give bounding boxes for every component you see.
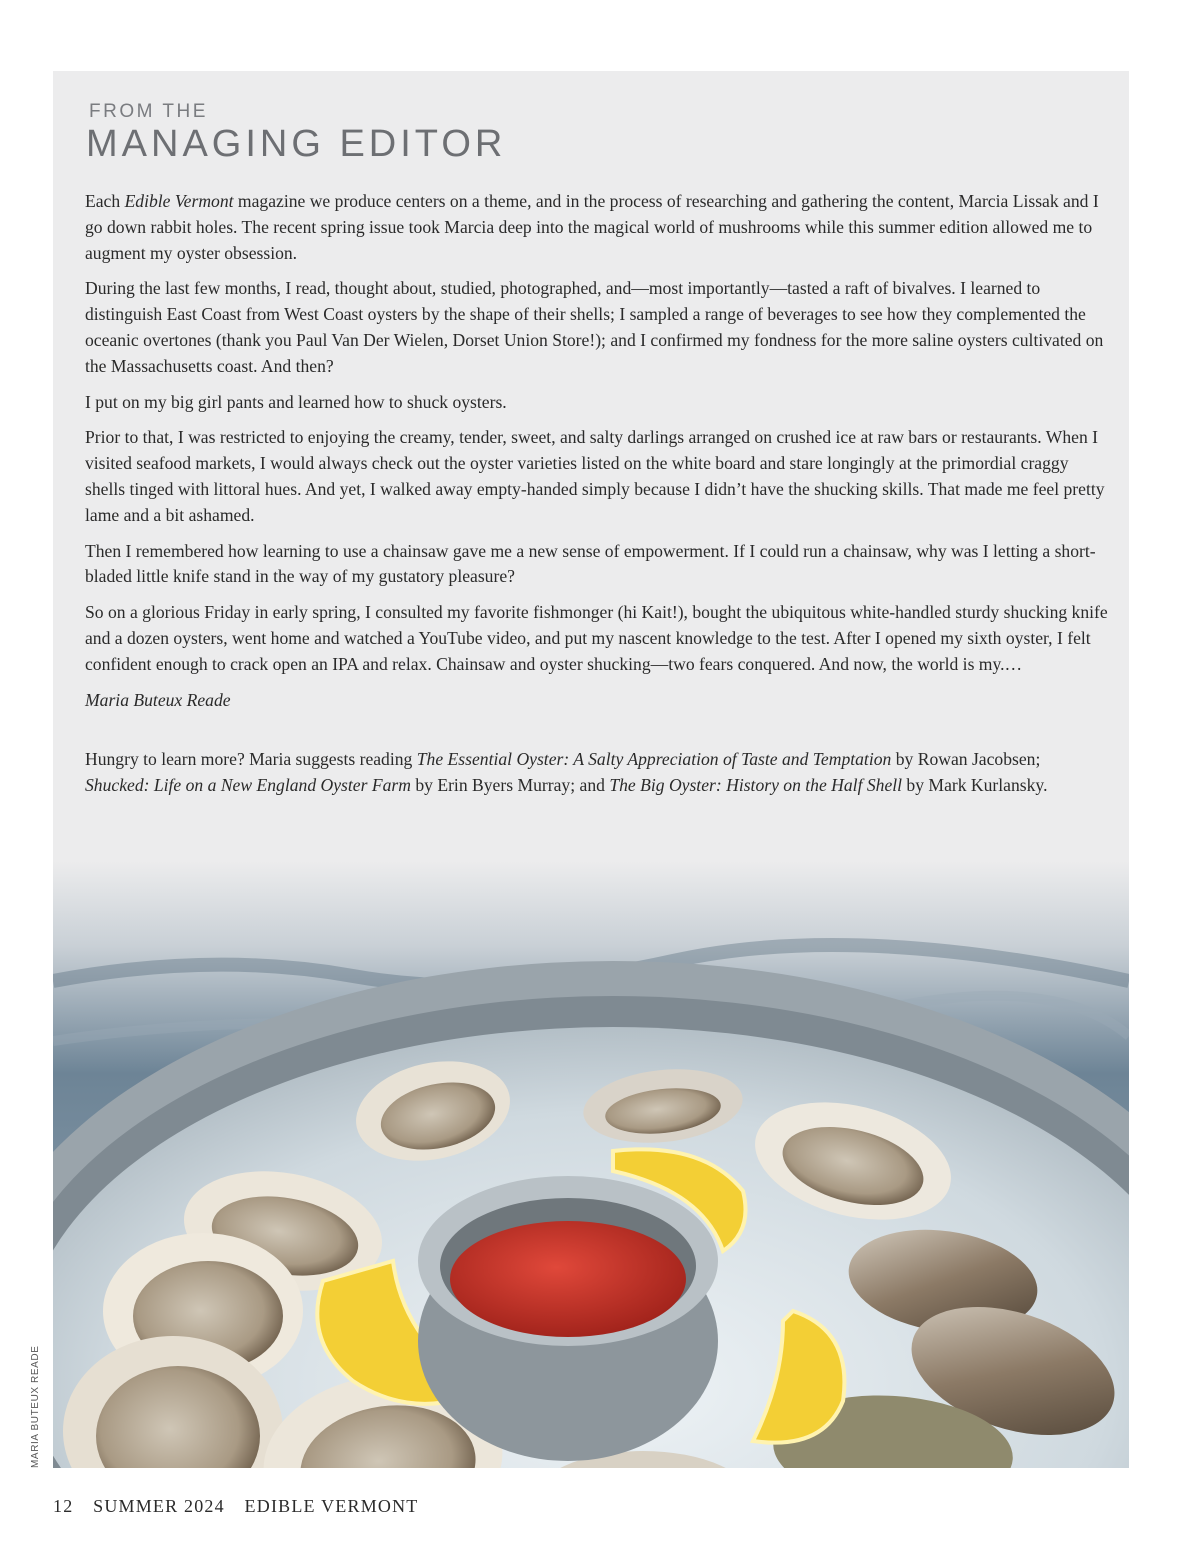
section-kicker: FROM THE xyxy=(89,101,208,122)
issue-label: SUMMER 2024 xyxy=(93,1496,225,1516)
publication-name: EDIBLE VERMONT xyxy=(244,1496,419,1516)
paragraph-prior: Prior to that, I was restricted to enjoying the creamy, tender, sweet, and salty darlings arranged on crushed ice at raw bars or restaurants. When I visited seafood markets, I would always check out the oyster varieties listed on the white board and stare longingly at the primordial craggy shells tinged with littoral hues. And yet, I walked away empty-handed simply because I didn’t have the shucking skills. That made me feel pretty lame and a bit ashamed. xyxy=(85,427,1105,525)
paragraph-shuck: I put on my big girl pants and learned how to shuck oysters. xyxy=(85,391,507,412)
paragraph-intro xyxy=(85,189,1109,266)
page-footer xyxy=(53,1496,433,1517)
text-run: by Rowan Jacobsen; xyxy=(891,749,1041,770)
article-body xyxy=(85,189,1109,809)
paragraph-friday: So on a glorious Friday in early spring, I consulted my favorite fishmonger (hi Kait!), bought the ubiquitous white-handled sturdy shucking knife and a dozen oysters, went home and watched a YouTube video, and put my nascent knowledge to the test. After I opened my sixth oyster, I felt confident enough to crack open an IPA and relax. Chainsaw and oyster shucking—two fears conquered. And now, the world is my.… xyxy=(85,602,1108,674)
italic-title: The Big Oyster: History on the Half Shell xyxy=(609,775,903,796)
author-signature: Maria Buteux Reade xyxy=(85,689,231,710)
italic-title: Edible Vermont xyxy=(124,191,234,211)
paragraph-bivalves: During the last few months, I read, thought about, studied, photographed, and—most importantly—tasted a raft of bivalves. I learned to distinguish East Coast from West Coast oysters by the shape of their shells; I sampled a range of beverages to see how they complemented the oceanic overtones (thank you Paul Van Der Wielen, Dorset Union Store!); and I confirmed my fondness for the more saline oysters cultivated on the Massachusetts coast. And then? xyxy=(85,278,1104,376)
text-run: by Erin Byers Murray; and xyxy=(410,775,610,796)
text-run: by Mark Kurlansky. xyxy=(902,775,1048,796)
page-number: 12 xyxy=(53,1496,74,1516)
reading-suggestions xyxy=(85,747,1109,799)
text-run: Hungry to learn more? Maria suggests reading xyxy=(85,749,417,770)
italic-title: The Essential Oyster: A Salty Appreciation of Taste and Temptation xyxy=(416,749,892,770)
text-run: Each xyxy=(85,191,125,211)
photo-credit: MARIA BUTEUX READE xyxy=(30,1345,41,1468)
italic-title: Shucked: Life on a New England Oyster Farm xyxy=(85,775,411,796)
oyster-platter-photo xyxy=(53,861,1129,1468)
page-title: MANAGING EDITOR xyxy=(86,123,507,165)
text-run: magazine we produce centers on a theme, and in the process of researching and gathering the content, Marcia Lissak and I go down rabbit holes. The recent spring issue took Marcia deep into the magical world of mushrooms while this summer edition allowed me to augment my oyster obsession. xyxy=(85,191,1099,263)
editor-letter-panel xyxy=(53,71,1129,1468)
paragraph-chainsaw: Then I remembered how learning to use a chainsaw gave me a new sense of empowerment. If I could run a chainsaw, why was I letting a short-bladed little knife stand in the way of my gustatory pleasure? xyxy=(85,540,1096,587)
